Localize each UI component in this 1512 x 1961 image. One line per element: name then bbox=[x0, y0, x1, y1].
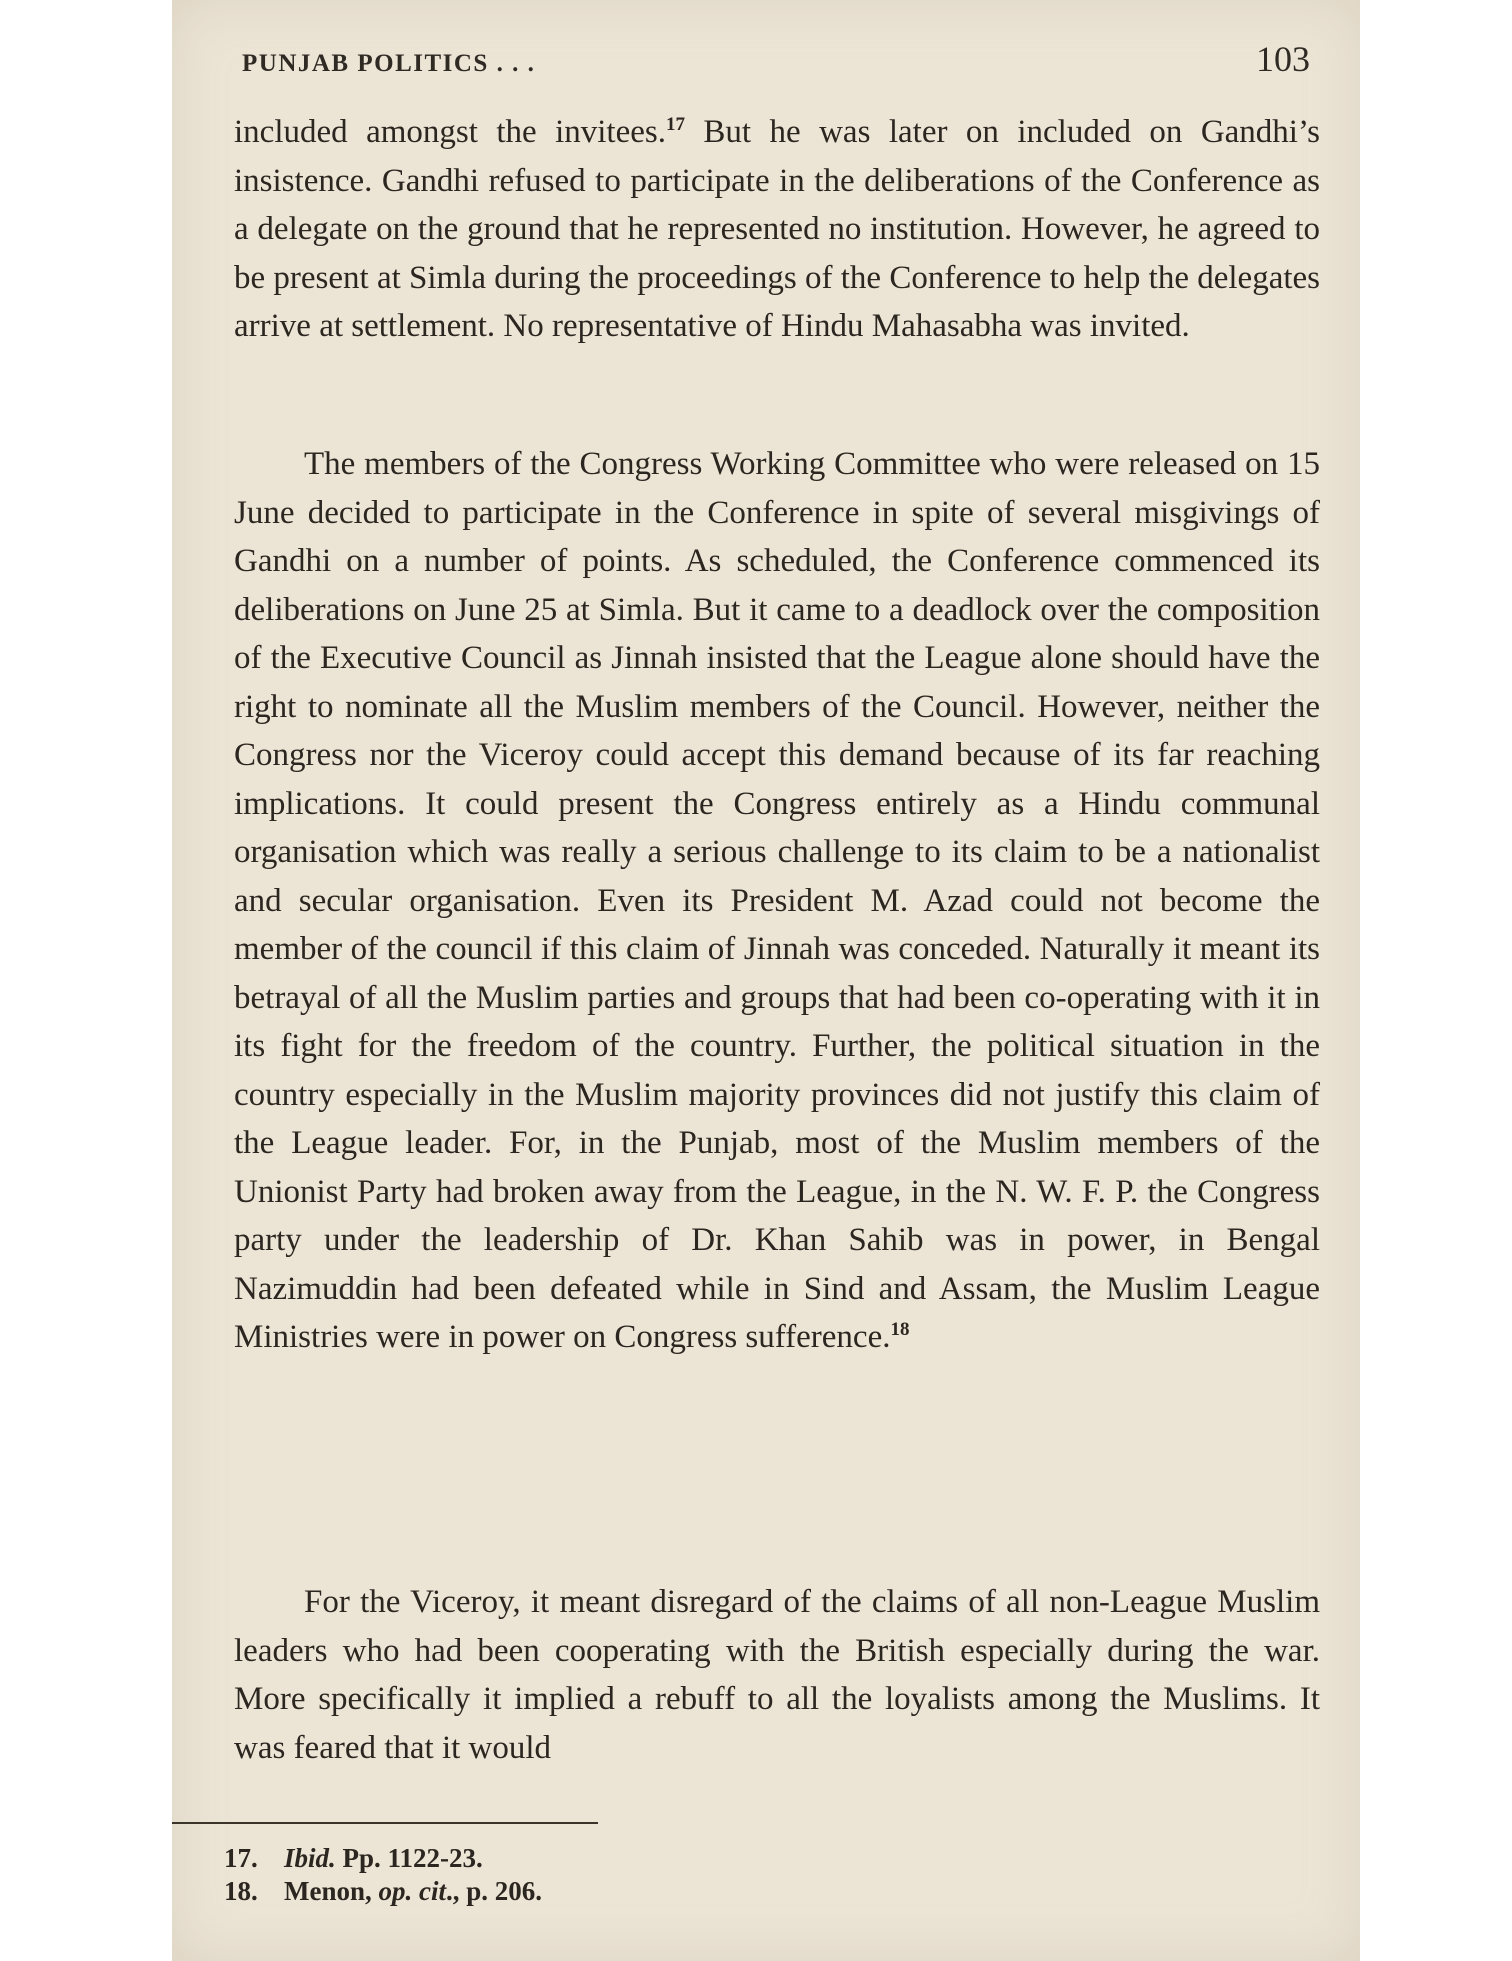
paragraph-2-text: The members of the Congress Working Committee who were released on 15 June decided to participate in the Conference in spite of several misgivings of Gandhi on a number of points. As scheduled, the Conference commenced its deliberations on June 25 at Simla. But it came to a deadlock over the composition of the Executive Council as Jinnah insisted that the League alone should have the right to nominate all the Muslim members of the Council. However, neither the Congress nor the Viceroy could accept this demand because of its far reaching implications. It could present the Congress entirely as a Hindu communal organisation which was really a serious challenge to its claim to be a nationalist and secular organisation. Even its President M. Azad could not become the member of the council if this claim of Jinnah was conceded. Naturally it meant its betrayal of all the Muslim parties and groups that had been co-operating with it in its fight for the freedom of the country. Further, the political situation in the country especially in the Muslim majority provinces did not justify this claim of the League leader. For, in the Punjab, most of the Muslim members of the Unionist Party had broken away from the League, in the N. W. F. P. the Congress party under the leadership of Dr. Khan Sahib was in power, in Bengal Nazimuddin had been defeated while in Sind and Assam, the Muslim League Ministries were in power on Congress sufference. bbox=[234, 446, 1320, 1355]
footnote-17 bbox=[224, 1842, 542, 1875]
footnote-18 bbox=[224, 1875, 542, 1908]
footnote-ref-18: 18 bbox=[890, 1319, 910, 1340]
page-number: 103 bbox=[1256, 39, 1310, 79]
book-page bbox=[172, 0, 1360, 1961]
paragraph-3 bbox=[234, 1578, 1320, 1772]
paragraph-1-text-a: included amongst the invitees. bbox=[234, 114, 666, 150]
footnote-source: op. cit bbox=[378, 1876, 446, 1906]
paragraph-1 bbox=[234, 108, 1320, 351]
footnote-number: 17. bbox=[224, 1843, 258, 1873]
footnote-detail: Pp. 1122-23. bbox=[335, 1843, 483, 1873]
paragraph-1-text-b: But he was later on included on Gandhi’s insistence. Gandhi refused to participate in the deliberations of the Conference as a delegate on the ground that he represented no institution. However, he agreed to be present at Simla during the proceedings of the Conference to help the delegates arrive at settlement. No representative of Hindu Mahasabha was invited. bbox=[234, 114, 1320, 344]
footnote-detail: ., p. 206. bbox=[446, 1876, 543, 1906]
footnote-divider bbox=[172, 1822, 598, 1824]
running-head bbox=[240, 39, 1318, 84]
paragraph-2 bbox=[234, 440, 1320, 1362]
footnotes bbox=[224, 1842, 542, 1908]
footnote-source: Ibid. bbox=[284, 1843, 336, 1873]
footnote-number: 18. bbox=[224, 1876, 258, 1906]
footnote-ref-17: 17 bbox=[665, 114, 685, 135]
paragraph-3-text: For the Viceroy, it meant disregard of the claims of all non-League Muslim leaders who had been cooperating with the British especially during the war. More specifically it implied a rebuff to all the loyalists among the Muslims. It was feared that it would bbox=[234, 1584, 1320, 1766]
footnote-author: Menon, bbox=[284, 1876, 379, 1906]
running-title: PUNJAB POLITICS . . . bbox=[242, 50, 536, 77]
